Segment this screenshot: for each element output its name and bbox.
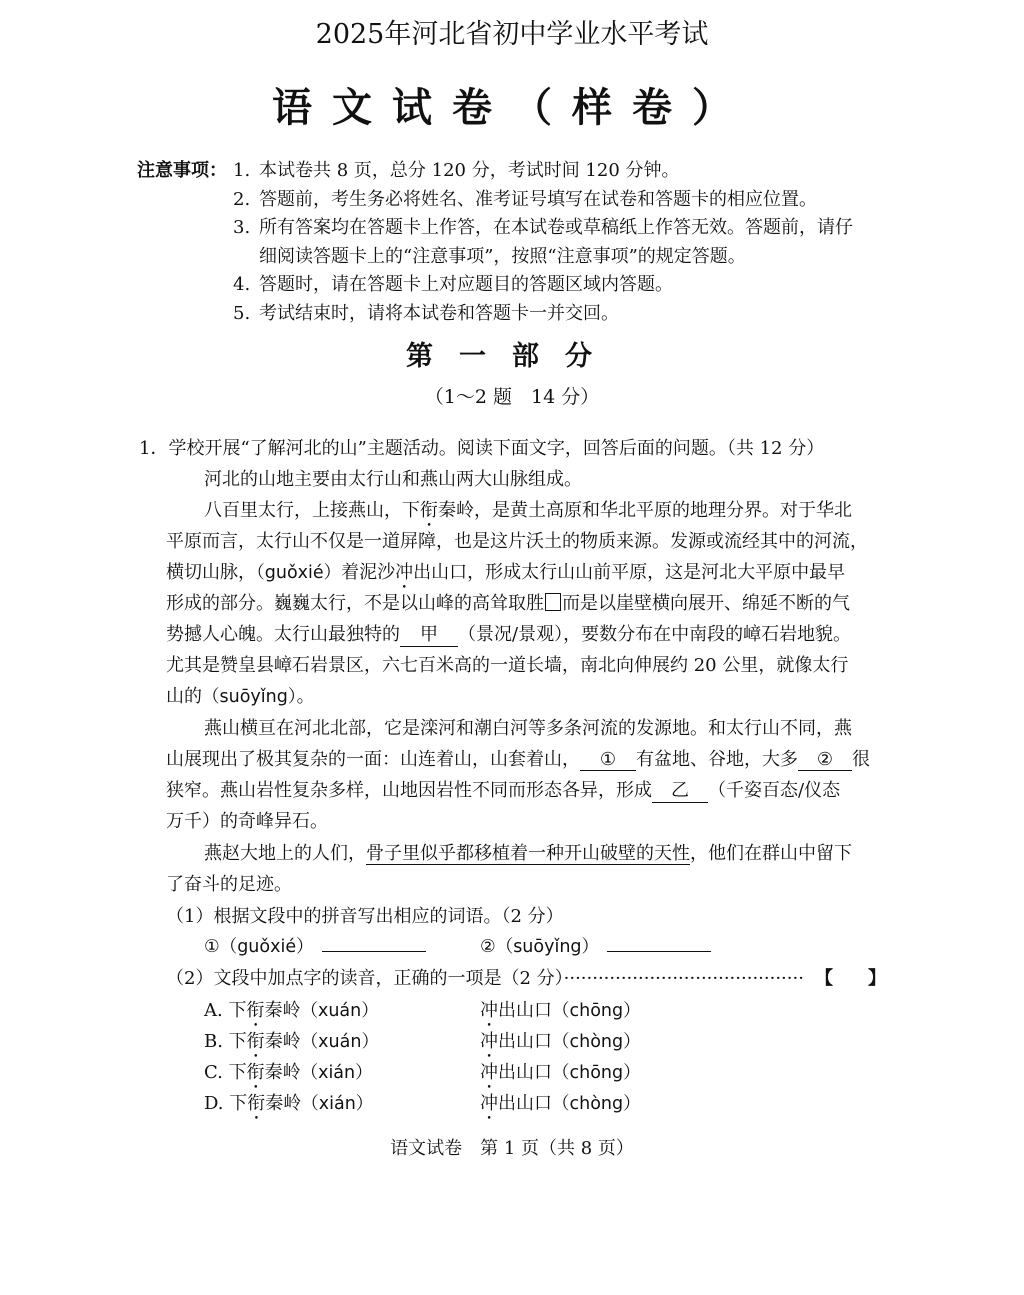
passage-line: 万千）的奇峰异石。	[166, 811, 328, 832]
answer-blank	[607, 951, 711, 952]
passage-line: 横切山脉，（guǒxié）着泥沙冲出山口，形成太行山山前平原，这是河北大平原中最早	[166, 562, 846, 583]
passage-line: 八百里太行，上接燕山，下衔秦岭，是黄土高原和华北平原的地理分界。对于华北	[204, 500, 852, 521]
exam-title: 2025年河北省初中学业水平考试	[315, 19, 709, 50]
blank-2: ②	[798, 749, 852, 771]
underlined-sentence: 骨子里似乎都移植着一种开山破壁的天性	[366, 843, 690, 864]
answer-bracket-left: 【	[815, 968, 833, 989]
option-a-second: 冲出山口（chōng）	[480, 1000, 641, 1021]
passage-line: 了奋斗的足迹。	[166, 874, 292, 895]
blank-1: ①	[580, 749, 636, 771]
answer-blank	[322, 951, 426, 952]
answer-line-2: ②（suōyǐng）	[480, 933, 711, 958]
paper-title: 语文试卷（样卷）	[272, 84, 752, 131]
notes-label: 注意事项：	[137, 160, 227, 181]
dotted-char: 衔	[420, 500, 438, 521]
subquestion-1-stem: （1）根据文段中的拼音写出相应的词语。（2 分）	[166, 906, 564, 927]
passage-line: 狭窄。燕山岩性复杂多样，山地因岩性不同而形态各异，形成 乙 （千姿百态/仪态	[166, 776, 840, 803]
passage-line: 山展现出了极其复杂的一面：山连着山，山套着山， ① 有盆地、谷地，大多 ② 很	[166, 749, 870, 770]
note-item: 5. 考试结束时，请将本试卷和答题卡一并交回。	[233, 303, 619, 324]
note-item: 4. 答题时，请在答题卡上对应题目的答题区域内答题。	[233, 274, 673, 295]
passage-line: 尤其是赞皇县嶂石岩景区，六七百米高的一道长墙，南北向伸展约 20 公里，就像太行	[166, 655, 849, 676]
subquestion-2-stem: （2）文段中加点字的读音，正确的一项是（2 分）··········································	[166, 968, 804, 989]
pinyin-prompt: （guǒxié）	[256, 563, 342, 583]
option-d-second: 冲出山口（chòng）	[480, 1093, 641, 1114]
note-item-continued: 细阅读答题卡上的“注意事项”，按照“注意事项”的规定答题。	[259, 246, 746, 267]
blank-yi: 乙	[652, 776, 708, 803]
part-title: 第一部分	[406, 341, 618, 372]
option-b: B. 下衔秦岭（xuán）	[204, 1031, 379, 1052]
note-item: 3. 所有答案均在答题卡上作答，在本试卷或草稿纸上作答无效。答题前，请仔	[233, 217, 853, 238]
passage-line: 河北的山地主要由太行山和燕山两大山脉组成。	[204, 469, 582, 490]
option-a: A. 下衔秦岭（xuán）	[204, 1000, 379, 1021]
note-item: 1. 本试卷共 8 页，总分 120 分，考试时间 120 分钟。	[233, 160, 680, 181]
question-1-stem: 1．学校开展“了解河北的山”主题活动。阅读下面文字，回答后面的问题。（共 12 分）	[139, 438, 825, 459]
passage-line: 形成的部分。巍巍太行，不是以山峰的高耸取胜 而是以崖壁横向展开、绵延不断的气	[166, 593, 850, 614]
option-d: D. 下衔秦岭（xián）	[204, 1093, 374, 1114]
note-item: 2. 答题前，考生务必将姓名、准考证号填写在试卷和答题卡的相应位置。	[233, 189, 817, 210]
blank-jia: 甲	[400, 620, 458, 647]
passage-line: 燕山横亘在河北北部，它是滦河和潮白河等多条河流的发源地。和太行山不同，燕	[204, 718, 852, 739]
part-subtitle: （1～2 题 14 分）	[424, 386, 600, 408]
passage-line: 平原而言，太行山不仅是一道屏障，也是这片沃土的物质来源。发源或流经其中的河流，	[166, 531, 868, 552]
option-c: C. 下衔秦岭（xián）	[204, 1062, 373, 1083]
passage-line: 势撼人心魄。太行山最独特的 甲 （景况/景观），要数分布在中南段的嶂石岩地貌。	[166, 620, 851, 647]
page-footer: 语文试卷 第 1 页（共 8 页）	[390, 1138, 634, 1159]
option-c-second: 冲出山口（chōng）	[480, 1062, 641, 1083]
answer-line-1: ①（guǒxié）	[204, 933, 426, 958]
blank-box	[545, 593, 561, 611]
passage-line: 山的（suōyǐng）。	[166, 686, 315, 707]
option-b-second: 冲出山口（chòng）	[480, 1031, 641, 1052]
dotted-char: 冲	[395, 562, 414, 583]
pinyin-prompt: （suōyǐng）	[202, 687, 297, 707]
passage-line: 燕赵大地上的人们，骨子里似乎都移植着一种开山破壁的天性，他们在群山中留下	[204, 843, 852, 864]
answer-bracket-right: 】	[868, 968, 886, 989]
